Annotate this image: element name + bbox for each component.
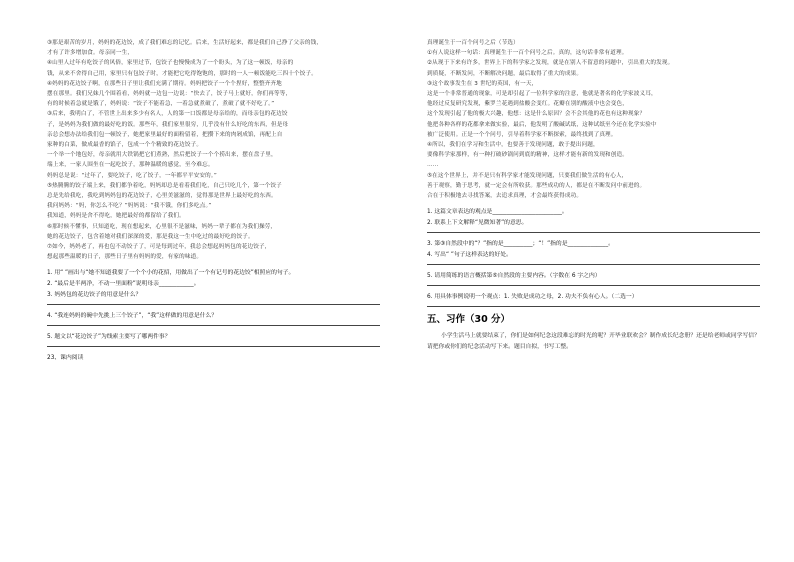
passage-line: 这是一个非常普通的现象，可是却引起了一位科学家的注意，他就是著名的化学家波义耳， bbox=[427, 91, 657, 98]
passage-line: 才有了许多增加食。母亲同一生， bbox=[47, 50, 134, 57]
passage-line: 要像科学家那样，有一种打破砂锅问到底的精神，这样才能有新的发现和创造。 bbox=[427, 152, 629, 159]
passage-line: ⑤在这个世界上，并不是只有科学家才能发现问题，只要我们做生活的有心人， bbox=[427, 172, 628, 179]
essay-prompt: 小学生活马上就要结束了，你们是如何纪念这段难忘的时光的呢？开毕业联欢会？制作成长纪念册？还是给老师或同学写信？请把你或你们的纪念活动写下来。题目自拟，书写工整。 bbox=[427, 333, 760, 351]
answer-line[interactable] bbox=[427, 264, 760, 265]
left-column bbox=[47, 38, 380, 364]
passage-line: ②从现于下来有许多，世界上下的科学家之发现，就是在别人不留意的问题中，引出重大的发现。 bbox=[427, 60, 674, 67]
passage-line: ④妈妈的花边饺子啊，在那些日子里让我们充满了期待。妈妈把饺子一个个捏好，整整齐齐地 bbox=[47, 80, 282, 87]
passage-line: 有的时候着急就是饿了，妈妈说：“饺子不能着急，一着急就煮破了，煮破了就不好吃了。” bbox=[47, 101, 275, 108]
passage-line: 一个举一个地包好，母亲就用大铁锅把它们煮熟，然后把饺子一个个捞出来，摆在盘子里， bbox=[47, 152, 277, 159]
passage-line: ⑦如今，妈妈老了，再也包不动饺子了，可是每到过年，我总会想起妈妈包的花边饺子， bbox=[47, 244, 271, 251]
question-item: 6. 用具体事例说明一个观点：1. 失败是成功之母，2. 功夫不负有心人。（二选一） bbox=[427, 294, 638, 301]
question-item: 4. 写出“ ”句子这样表达的好处。 bbox=[427, 252, 512, 259]
section-title-writing: 五、习作（30 分） bbox=[427, 314, 511, 326]
passage-line: 亲总会想办法给我们包一顿饺子，她把家里最好的面粉留着，把攒下来的肉剁成馅，再配上自 bbox=[47, 131, 283, 138]
passage-line: ③那是艰苦的岁月，妈妈的花边饺，成了我们难忘的记忆。后来，生活好起来，都是我们自己挣了父亲的钱， bbox=[47, 40, 323, 46]
passage-line: 摆在那里。我们兄妹几个围着看，妈妈就一边包一边说：“快去了，饺子马上就好，你们再等等， bbox=[47, 91, 292, 98]
passage-line: 端上来，一家人围坐在一起吃饺子，那种温暖的感觉，至今难忘。 bbox=[47, 162, 214, 169]
passage-line: ⑥那时候不懂事，只知道吃，现在想起来，心里很不是滋味，妈妈一辈子都在为我们操劳， bbox=[47, 223, 277, 230]
reading-passage-right bbox=[427, 38, 760, 201]
passage-line: 子，是妈妈为我们做的最好吃的饭。那些年，我们家里很穷，几乎没有什么好吃的东西，但是母 bbox=[47, 121, 289, 128]
passage-line: …… bbox=[427, 162, 439, 169]
passage-line: 想起那些温暖的日子，那些日子里有妈妈的爱，有家的味道。 bbox=[47, 254, 203, 261]
answer-line[interactable] bbox=[427, 285, 760, 286]
question-item: 1. 这篇文章表达的观点是________________________。 bbox=[427, 209, 568, 216]
question-item: 2. “最后是半两净，不动一里面粉”说明母亲____________。 bbox=[47, 281, 200, 288]
right-column bbox=[427, 38, 760, 353]
question-list-right bbox=[427, 207, 760, 307]
passage-line: 我问妈妈：“妈，你怎么不吃？”妈妈说：“我不饿，你们多吃点。” bbox=[47, 203, 212, 210]
question-item: 2. 联系上下文解释“见微知著”的意思。 bbox=[427, 220, 528, 227]
passage-line: ①有人说这样一句话：真理诞生于一百个问号之后。真的，这句话非常有道理。 bbox=[427, 50, 628, 57]
passage-line: 合在于积极地去寻找答案，去追求真理，才会最终获得成功。 bbox=[427, 193, 583, 200]
question-item: 5. 请用简练的语言概括第⑤自然段的主要内容。（字数在 6 字之内） bbox=[427, 273, 601, 280]
question-item: 1. 用“ ”画出与“她不知道我要了一个个小的花招，用做出了一个有记号的花边饺”相照应的句子。 bbox=[47, 270, 295, 277]
question-item: 3. 第③自然段中的“？”指的是__________；“！”指的是______________。 bbox=[427, 241, 614, 248]
passage-line: ④所以，我们在学习和生活中，也要善于发现问题，敢于提出问题， bbox=[427, 142, 599, 149]
passage-line: 到质疑，不断发问，不断解决问题，最后取得了重大的成果。 bbox=[427, 70, 583, 77]
answer-line[interactable] bbox=[47, 325, 380, 326]
question-item: 4. “我连妈妈的碗中先挑上三个饺子”，“我”这样做的用意是什么？ bbox=[47, 313, 218, 320]
passage-line: 总是先给我吃，我吃到妈妈包的花边饺子，心里美滋滋的，觉得那是世界上最好吃的东西。 bbox=[47, 193, 277, 200]
passage-line: ③后来，我明白了，不管世上出来多少有名人，人的第一口饭都是母亲给的，而母亲包的花边饺 bbox=[47, 111, 288, 118]
reading-passage-left bbox=[47, 38, 380, 262]
answer-line[interactable] bbox=[427, 232, 760, 233]
passage-line: 被广泛使用。正是一个个问号，引导着科学家不断探索，最终找到了真理。 bbox=[427, 131, 617, 138]
passage-line: ⑤热腾腾的饺子端上来，我们都争着吃，妈妈却总是看着我们吃，自己只吃几个，第一个饺子 bbox=[47, 182, 282, 189]
question-list-left bbox=[47, 268, 380, 364]
passage-line: 真理诞生于一百个问号之后（节选） bbox=[427, 40, 519, 46]
answer-line[interactable] bbox=[427, 306, 760, 307]
passage-line: ④山里人过年有吃饺子的风俗，家里过节，包饺子也慢慢成为了一个盼头，为了这一顿饭，母亲的 bbox=[47, 60, 294, 67]
passage-line: 钱，从来不舍得自己用，家里只有包饺子时，才能把它吃得饱饱的，那时的一人一顿饭能吃三四十个饺子。 bbox=[47, 70, 317, 77]
passage-line: 她的花边饺子，包含着她对我们深深的爱，那是我这一生中吃过的最好吃的饺子。 bbox=[47, 233, 254, 240]
passage-line: 家种的白菜，做成最香的馅子，包成一个个精致的花边饺子。 bbox=[47, 142, 203, 149]
question-item: 3. 妈妈包的花边饺子的用意是什么？ bbox=[47, 292, 142, 299]
passage-line: 我知道，妈妈是舍不得吃，她把最好的都留给了我们。 bbox=[47, 213, 185, 220]
passage-line: 这个发现引起了他的极大兴趣，他想：这是什么原因？会不会其他的花也有这种现象？ bbox=[427, 111, 646, 118]
passage-line: 善于观察，勤于思考，就一定会有所收获。那些成功的人，都是在不断发问中前进的。 bbox=[427, 182, 646, 189]
answer-line[interactable] bbox=[47, 346, 380, 347]
question-item: 5. 题文以“花边饺子”为线索主要写了哪两件事？ bbox=[47, 334, 171, 341]
answer-line[interactable] bbox=[47, 304, 380, 305]
passage-line: ③这个故事发生在 3 世纪的英国，有一天， bbox=[427, 80, 538, 87]
question-item: 23、课内阅读 bbox=[47, 355, 84, 362]
passage-line: 他经过反复研究发现，紫罗兰花遇到盐酸会变红。花瓣在别的酸液中也会变色， bbox=[427, 101, 629, 108]
passage-line: 妈妈总是说：“过年了，要吃饺子，吃了饺子，一年都平平安安的。” bbox=[47, 172, 217, 179]
passage-line: 他把各种各样的花都拿来做实验，最后，他发明了酸碱试纸，这种试纸至今还在化学实验中 bbox=[427, 121, 657, 128]
